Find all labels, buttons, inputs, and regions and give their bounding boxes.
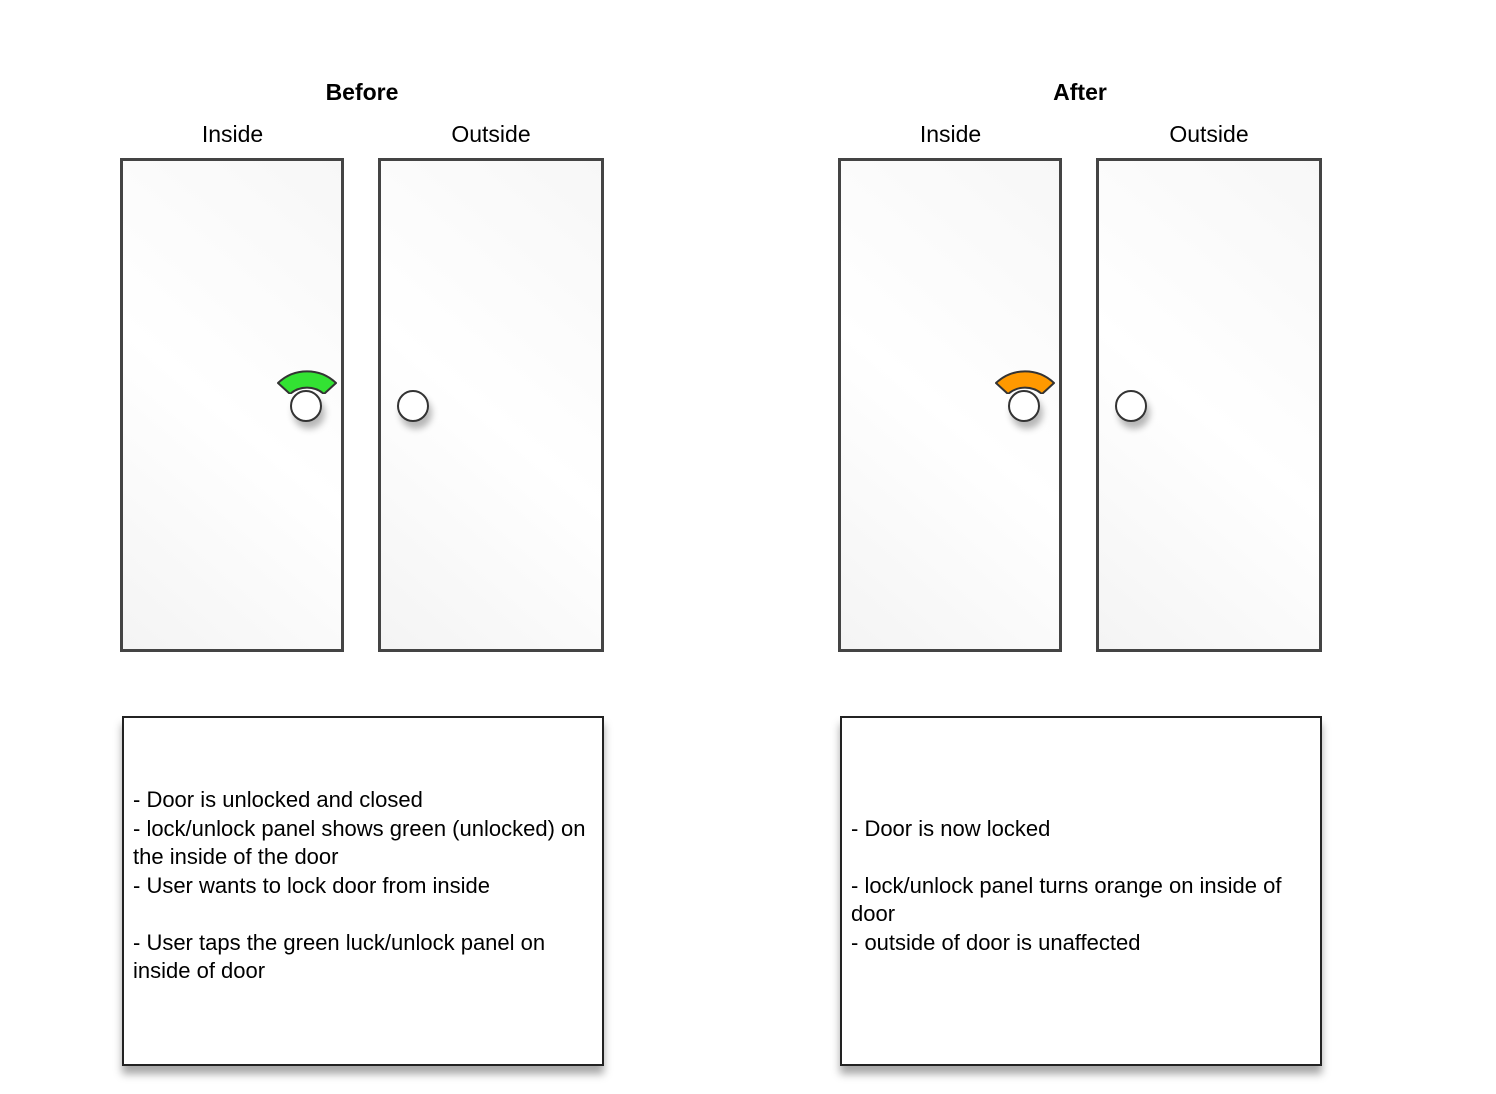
before-outside-knob[interactable] bbox=[397, 390, 429, 422]
before-inside-knob[interactable] bbox=[290, 390, 322, 422]
after-inside-label: Inside bbox=[919, 121, 982, 147]
note-spacer bbox=[851, 843, 1310, 872]
after-panel bbox=[718, 0, 1438, 1094]
after-title: After bbox=[1053, 79, 1107, 105]
note-line: - lock/unlock panel shows green (unlocked) on the inside of the door bbox=[133, 815, 586, 870]
after-outside-knob[interactable] bbox=[1115, 390, 1147, 422]
note-line: - User wants to lock door from inside bbox=[133, 872, 491, 898]
before-inside-label: Inside bbox=[201, 121, 264, 147]
after-outside-label: Outside bbox=[1169, 121, 1249, 147]
before-panel bbox=[0, 0, 720, 1094]
note-line: - Door is now locked bbox=[851, 815, 1051, 841]
before-outside-label: Outside bbox=[451, 121, 531, 147]
after-inside-knob[interactable] bbox=[1008, 390, 1040, 422]
note-spacer bbox=[133, 900, 592, 929]
note-line: - User taps the green luck/unlock panel on inside of door bbox=[133, 929, 546, 984]
before-title: Before bbox=[325, 79, 399, 105]
note-line: - outside of door is unaffected bbox=[851, 929, 1141, 955]
note-line: - Door is unlocked and closed bbox=[133, 786, 423, 812]
before-notes-box bbox=[122, 716, 604, 1066]
note-line: - lock/unlock panel turns orange on inside of door bbox=[851, 872, 1282, 927]
after-notes-box bbox=[840, 716, 1322, 1066]
